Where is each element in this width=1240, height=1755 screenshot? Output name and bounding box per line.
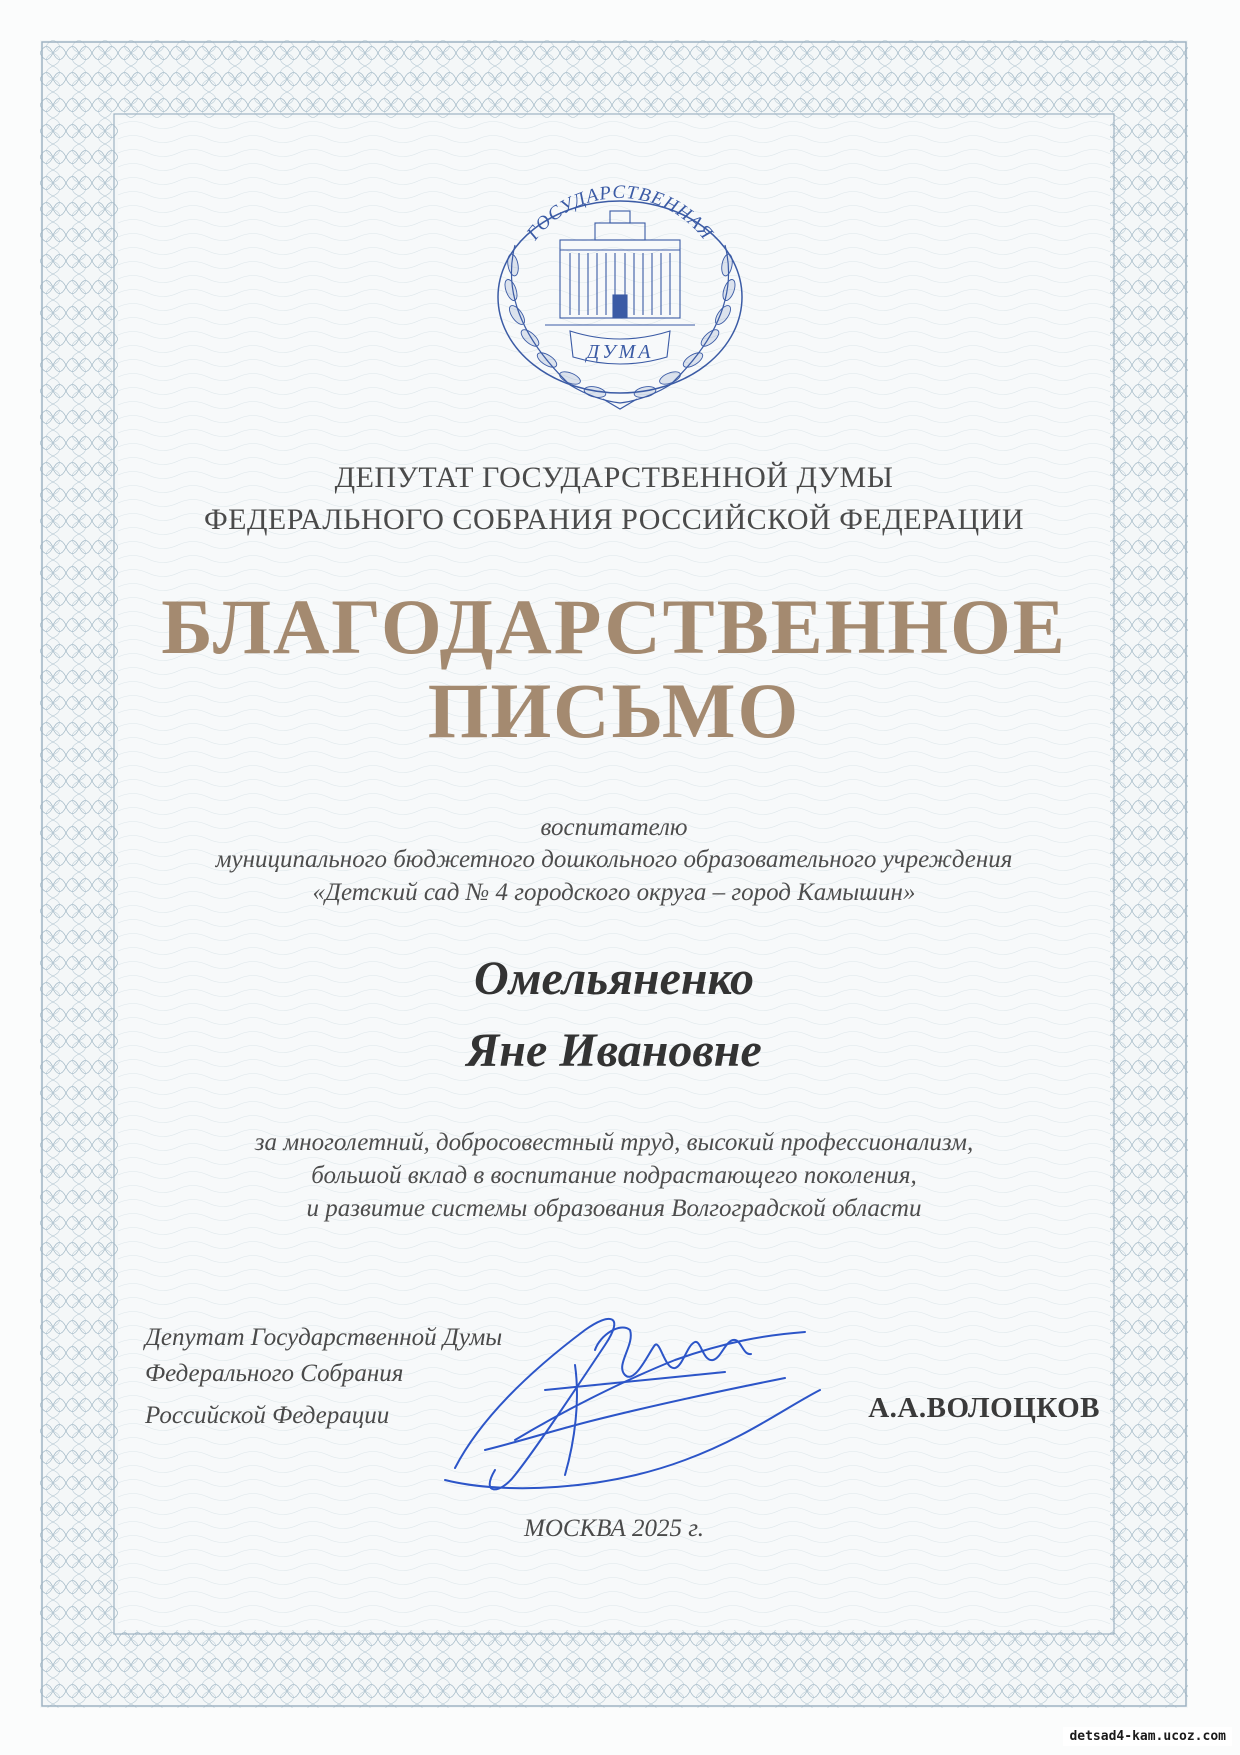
signer-name: А.А.ВОЛОЦКОВ	[868, 1392, 1100, 1424]
recipient-org-line-1: муниципального бюджетного дошкольного образовательного учреждения	[215, 846, 1013, 873]
title-line-1: БЛАГОДАРСТВЕННОЕ	[161, 583, 1067, 670]
place-date: МОСКВА 2025 г.	[524, 1515, 704, 1542]
recipient-surname: Омельяненко	[473, 952, 755, 1005]
reason-line-1: за многолетний, добросовестный труд, высокий профессионализм,	[254, 1129, 974, 1156]
recipient-role: воспитателю	[540, 814, 688, 841]
emblem-bottom-text: ДУМА	[586, 341, 654, 363]
state-duma-emblem	[475, 185, 765, 415]
signatory-title-line-2: Федерального Собрания	[145, 1360, 404, 1387]
signatory-title-line-1: Депутат Государственной Думы	[145, 1324, 503, 1351]
site-watermark: detsad4-kam.ucoz.com	[1063, 1727, 1232, 1746]
recipient-org-line-2: «Детский сад № 4 городского округа – город Камышин»	[312, 879, 916, 906]
signatory-title-line-3: Российской Федерации	[145, 1402, 390, 1429]
title-line-2: ПИСЬМО	[427, 667, 801, 754]
reason-line-3: и развитие системы образования Волгоградской области	[306, 1195, 922, 1222]
header-line-1: ДЕПУТАТ ГОСУДАРСТВЕННОЙ ДУМЫ	[334, 461, 894, 494]
reason-line-2: большой вклад в воспитание подрастающего поколения,	[311, 1162, 917, 1189]
recipient-given-name: Яне Ивановне	[466, 1024, 762, 1077]
emblem-arc-text: ГОСУДАРСТВЕННАЯ	[522, 185, 718, 245]
svg-text:ГОСУДАРСТВЕННАЯ	[522, 185, 718, 245]
header-line-2: ФЕДЕРАЛЬНОГО СОБРАНИЯ РОССИЙСКОЙ ФЕДЕРАЦИИ	[203, 503, 1025, 536]
